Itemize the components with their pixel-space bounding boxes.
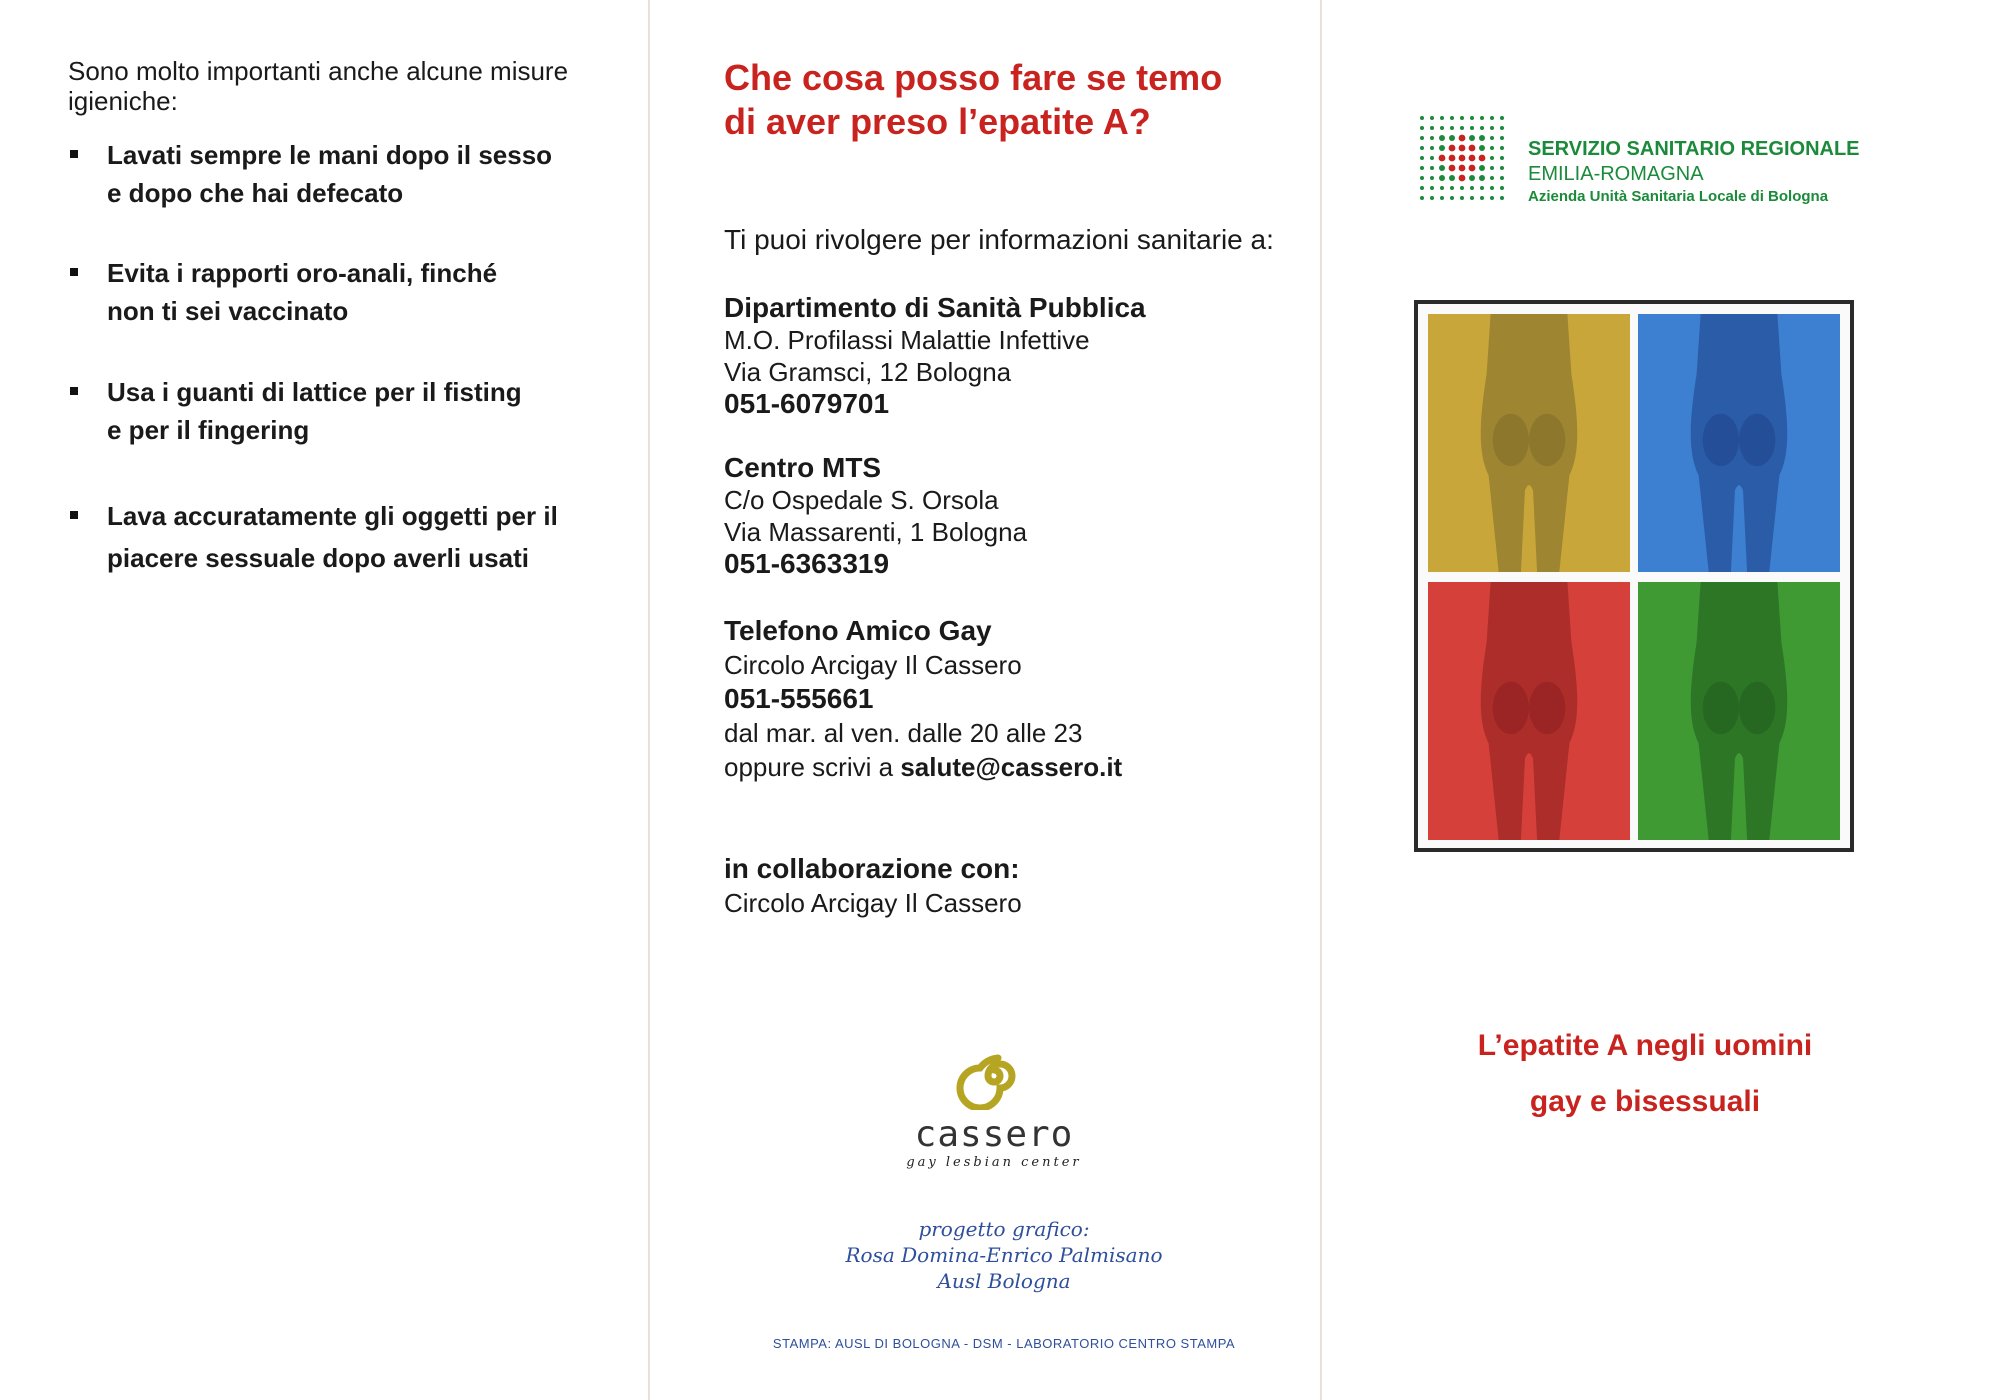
contact-phone: 051-555661	[724, 683, 874, 714]
ssr-logo-dot	[1500, 136, 1504, 140]
ssr-logo-dot	[1470, 126, 1474, 130]
contact-org: Telefono Amico Gay	[724, 615, 992, 646]
ssr-logo-dot	[1440, 126, 1444, 130]
contact-phone: 051-6363319	[724, 548, 890, 579]
ssr-logo-dot	[1479, 165, 1485, 171]
ssr-logo-dot	[1490, 116, 1494, 120]
ssr-logo-dot	[1440, 196, 1444, 200]
ssr-logo-dot	[1459, 135, 1466, 142]
ssr-logo-dot	[1480, 116, 1484, 120]
tip-line: Lava accuratamente gli oggetti per il	[107, 501, 558, 531]
ssr-logo-dot	[1420, 156, 1424, 160]
collaboration-heading: in collaborazione con:	[724, 853, 1020, 884]
ssr-logo-dot	[1420, 136, 1424, 140]
tip-line: e per il fingering	[107, 415, 310, 445]
ssr-logo-dot	[1470, 116, 1474, 120]
ssr-logo-dot	[1450, 126, 1454, 130]
figure-silhouette-icon	[1638, 314, 1840, 572]
ssr-logo-dot	[1469, 135, 1475, 141]
ssr-logo-dot	[1430, 126, 1434, 130]
middle-title	[724, 56, 1284, 144]
ssr-logo-dot	[1440, 116, 1444, 120]
ssr-title: SERVIZIO SANITARIO REGIONALE	[1528, 138, 1860, 160]
middle-title-line: Che cosa posso fare se temo	[724, 57, 1223, 98]
ssr-logo-dot	[1439, 135, 1445, 141]
ssr-ausl: Azienda Unità Sanitaria Locale di Bologna	[1528, 188, 1829, 205]
contact-line: Circolo Arcigay Il Cassero	[724, 650, 1022, 680]
tip-line: piacere sessuale dopo averli usati	[107, 543, 529, 573]
ssr-header	[1528, 136, 1908, 208]
middle-panel	[650, 0, 1318, 1400]
ssr-logo-dot	[1420, 146, 1424, 150]
cover-title-line: gay e bisessuali	[1529, 1085, 1761, 1118]
ssr-logo-dot	[1449, 165, 1456, 172]
middle-title-line: di aver preso l’epatite A?	[724, 101, 1151, 142]
ssr-region: EMILIA-ROMAGNA	[1528, 163, 1704, 185]
ssr-logo-dot	[1490, 156, 1494, 160]
figure-silhouette-icon	[1428, 582, 1630, 840]
ssr-logo-dot	[1460, 186, 1464, 190]
ssr-logo-dot	[1420, 176, 1424, 180]
ssr-logo-dot	[1490, 196, 1494, 200]
ssr-logo-dot	[1479, 155, 1486, 162]
ssr-logo-dot	[1479, 145, 1485, 151]
contact-org: Centro MTS	[724, 452, 882, 483]
cassero-logo	[874, 1038, 1114, 1170]
ssr-logo-dot	[1430, 166, 1434, 170]
cover-title-line: L’epatite A negli uomini	[1477, 1029, 1813, 1062]
photo-tile-yellow	[1428, 314, 1630, 572]
cover-title	[1410, 1018, 1880, 1130]
photo-tile-blue	[1638, 314, 1840, 572]
ssr-logo-dot	[1490, 146, 1494, 150]
ssr-logo-dot	[1420, 116, 1424, 120]
design-credits	[784, 1216, 1224, 1294]
ssr-logo-dot	[1490, 186, 1494, 190]
ssr-logo-dot	[1439, 175, 1445, 181]
ssr-logo-dot	[1430, 176, 1434, 180]
ssr-logo-dot	[1420, 196, 1424, 200]
ssr-logo-dot	[1500, 176, 1504, 180]
contact-block	[724, 614, 1304, 784]
ssr-logo-dot	[1490, 176, 1494, 180]
ssr-logo-dot	[1439, 145, 1445, 151]
ssr-logo-dot	[1430, 186, 1434, 190]
ssr-logo-dot	[1490, 166, 1494, 170]
ssr-logo-dot	[1500, 156, 1504, 160]
hygiene-tip	[68, 136, 628, 212]
contact-phone: 051-6079701	[724, 388, 890, 419]
tip-line: Usa i guanti di lattice per il fisting	[107, 377, 522, 407]
ssr-logo-dot	[1430, 196, 1434, 200]
contact-hours: dal mar. al ven. dalle 20 alle 23	[724, 718, 1083, 748]
credits-line: progetto grafico:	[918, 1217, 1090, 1241]
ssr-logo-dot	[1479, 135, 1485, 141]
ssr-logo-dot	[1469, 165, 1476, 172]
tip-line: e dopo che hai defecato	[107, 178, 404, 208]
ssr-logo-dot	[1460, 196, 1464, 200]
contact-line: M.O. Profilassi Malattie Infettive	[724, 325, 1090, 355]
contact-email-line	[724, 750, 1304, 784]
ssr-logo-dot	[1500, 186, 1504, 190]
ssr-logo-dot	[1500, 116, 1504, 120]
logo-tagline: gay lesbian center	[906, 1155, 1082, 1170]
ssr-logo-dot	[1459, 155, 1466, 162]
ssr-logo-dot	[1430, 156, 1434, 160]
contact-line: Via Gramsci, 12 Bologna	[724, 357, 1012, 387]
ssr-logo-dot	[1420, 186, 1424, 190]
ssr-logo-dot	[1500, 166, 1504, 170]
ssr-logo-dot	[1430, 116, 1434, 120]
photo-tile-green	[1638, 582, 1840, 840]
print-credit: STAMPA: AUSL DI BOLOGNA - DSM - LABORATORIO CENTRO STAMPA	[772, 1336, 1236, 1351]
cover-photo	[1414, 300, 1854, 852]
ssr-logo-dot	[1459, 175, 1466, 182]
tip-line: Lavati sempre le mani dopo il sesso	[107, 140, 553, 170]
contacts-intro: Ti puoi rivolgere per informazioni sanitarie a:	[724, 224, 1274, 255]
ssr-logo-dot	[1480, 126, 1484, 130]
ssr-logo-dot	[1479, 175, 1485, 181]
hygiene-intro: Sono molto importanti anche alcune misure igieniche:	[68, 56, 569, 116]
ssr-logo-dot	[1449, 145, 1456, 152]
figure-silhouette-icon	[1428, 314, 1630, 572]
ssr-logo-dot	[1420, 126, 1424, 130]
ssr-logo-dot	[1500, 196, 1504, 200]
email-link[interactable]: salute@cassero.it	[900, 752, 1123, 782]
ssr-logo-dot	[1460, 116, 1464, 120]
contact-block	[724, 292, 1304, 420]
ssr-logo-dot	[1430, 146, 1434, 150]
figure-silhouette-icon	[1638, 582, 1840, 840]
ssr-logo-dot	[1450, 116, 1454, 120]
ssr-logo-dot	[1460, 126, 1464, 130]
hygiene-tip	[68, 495, 628, 579]
ssr-logo-dot	[1480, 196, 1484, 200]
ssr-logo-dot	[1440, 186, 1444, 190]
ssr-logo-dot	[1490, 126, 1494, 130]
ssr-logo-dot	[1449, 175, 1455, 181]
left-panel	[0, 0, 648, 1400]
ssr-logo-dot	[1470, 186, 1474, 190]
ssr-logo-dot	[1450, 186, 1454, 190]
ssr-logo-dot	[1459, 165, 1466, 172]
ssr-logo-dot	[1450, 196, 1454, 200]
bullet-icon	[70, 511, 78, 519]
credits-line: Rosa Domina-Enrico Palmisano	[845, 1243, 1163, 1267]
contact-line: Via Massarenti, 1 Bologna	[724, 517, 1028, 547]
ssr-dot-grid-logo-icon	[1414, 108, 1510, 208]
bullet-icon	[70, 150, 78, 158]
collaboration-block	[724, 852, 1304, 920]
ssr-logo-dot	[1470, 196, 1474, 200]
ssr-logo-dot	[1490, 136, 1494, 140]
ssr-logo-dot	[1469, 145, 1476, 152]
email-prefix: oppure scrivi a	[724, 752, 901, 782]
ssr-logo-dot	[1469, 175, 1475, 181]
tip-line: non ti sei vaccinato	[107, 296, 349, 326]
contact-block	[724, 452, 1304, 580]
ssr-logo-dot	[1469, 155, 1476, 162]
ssr-logo-dot	[1500, 146, 1504, 150]
hygiene-tip	[68, 373, 628, 449]
tip-line: Evita i rapporti oro-anali, finché	[107, 258, 498, 288]
ssr-logo-dot	[1420, 166, 1424, 170]
ssr-logo-dot	[1480, 186, 1484, 190]
contact-line: C/o Ospedale S. Orsola	[724, 485, 999, 515]
ssr-logo-dot	[1449, 155, 1456, 162]
bullet-icon	[70, 268, 78, 276]
ssr-logo-dot	[1459, 145, 1466, 152]
ssr-logo-dot	[1449, 135, 1455, 141]
ssr-logo-dot	[1500, 126, 1504, 130]
contact-org: Dipartimento di Sanità Pubblica	[724, 292, 1146, 323]
spiral-logo-icon	[954, 1038, 1034, 1110]
photo-tile-red	[1428, 582, 1630, 840]
ssr-logo-dot	[1430, 136, 1434, 140]
hygiene-tip	[68, 254, 628, 330]
ssr-logo-dot	[1439, 165, 1445, 171]
bullet-icon	[70, 387, 78, 395]
ssr-logo-dot	[1439, 155, 1446, 162]
logo-name: cassero	[914, 1114, 1074, 1155]
collaboration-name: Circolo Arcigay Il Cassero	[724, 888, 1022, 918]
right-panel	[1322, 0, 2000, 1400]
credits-line: Ausl Bologna	[937, 1269, 1071, 1293]
